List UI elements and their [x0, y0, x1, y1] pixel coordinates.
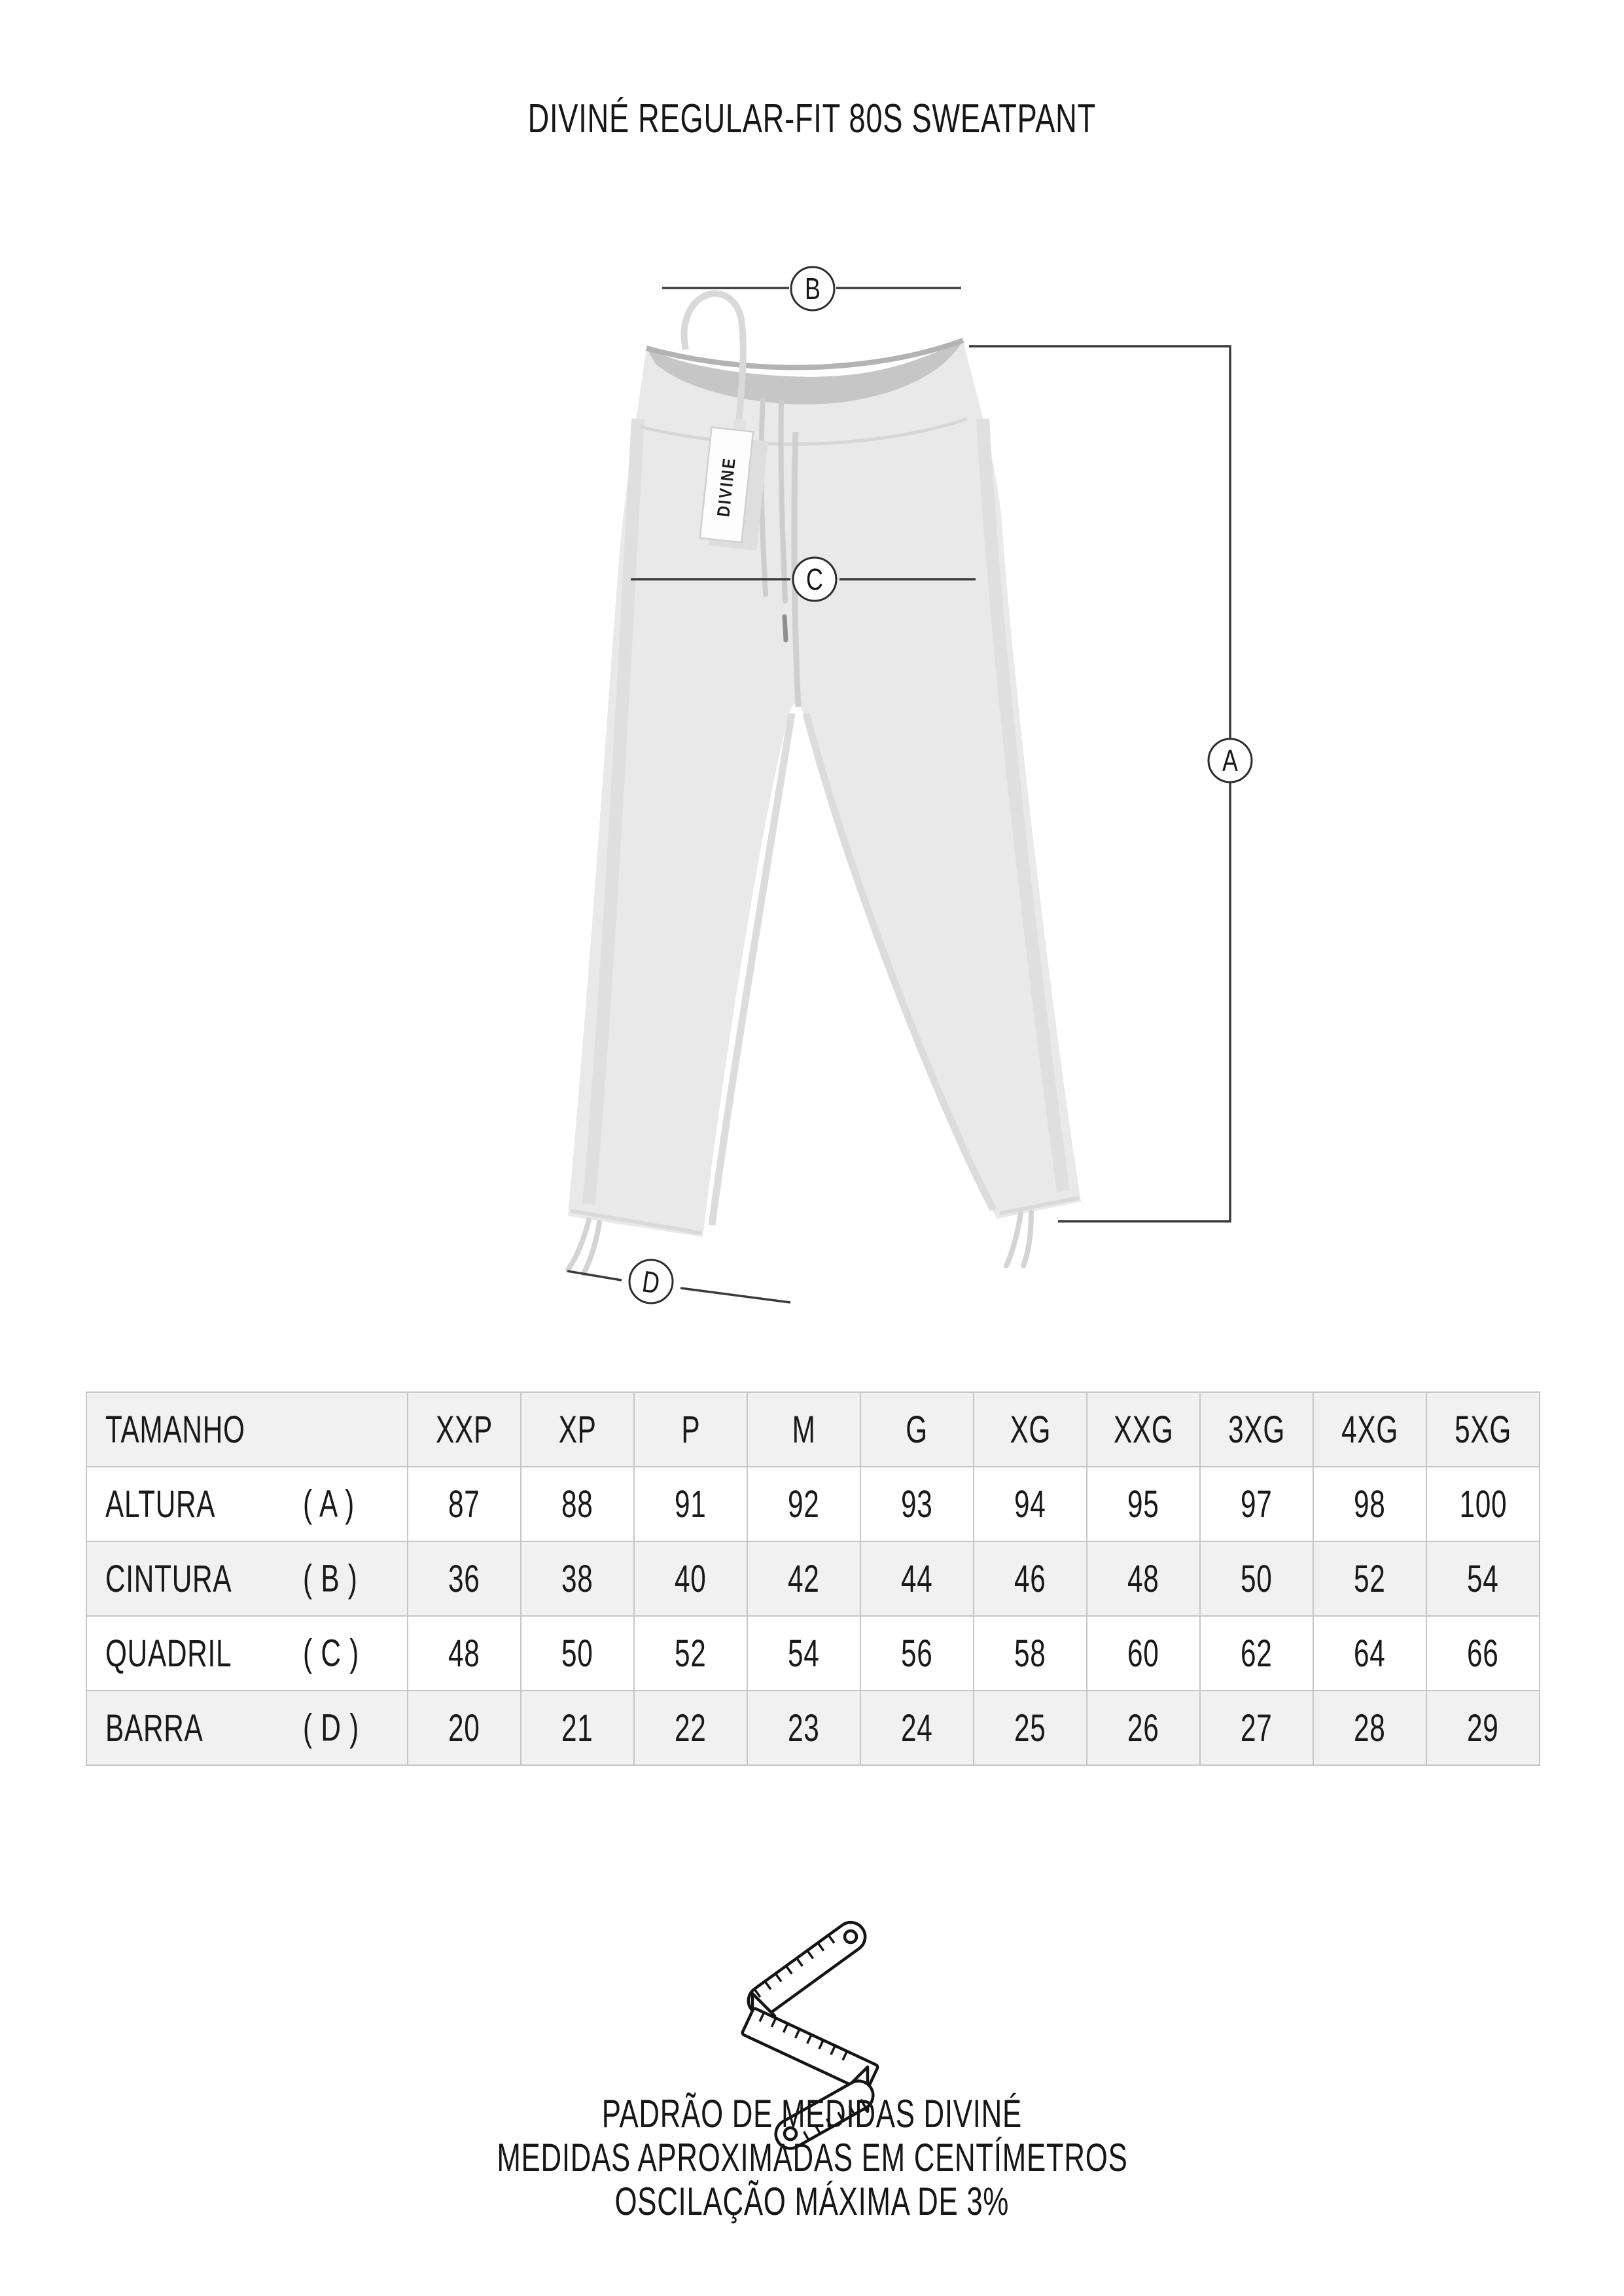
table-row-altura	[86, 1467, 1540, 1541]
size-header-cell: G	[860, 1392, 974, 1467]
table-row-cintura	[86, 1541, 1540, 1616]
hang-tag	[699, 427, 769, 550]
row-label: ALTURA	[105, 1482, 216, 1526]
row-code: ( B )	[303, 1557, 358, 1600]
product-title-text: DIVINÉ REGULAR-FIT 80S SWEATPANT	[527, 96, 1097, 141]
table-cell: 27	[1200, 1691, 1313, 1765]
footer-line-2: MEDIDAS APROXIMADAS EM CENTÍMETROS	[496, 2136, 1128, 2179]
table-cell: 54	[1426, 1541, 1540, 1616]
header-label: TAMANHO	[105, 1408, 245, 1451]
table-cell: 23	[747, 1691, 860, 1765]
table-cell: 95	[1087, 1467, 1200, 1541]
size-header-cell: 5XG	[1426, 1392, 1540, 1467]
table-cell: 40	[634, 1541, 747, 1616]
table-cell: 92	[747, 1467, 860, 1541]
footer-line-3: OSCILAÇÃO MÁXIMA DE 3%	[614, 2179, 1010, 2223]
table-cell: 94	[974, 1467, 1087, 1541]
table-cell: 21	[521, 1691, 634, 1765]
table-cell: 25	[974, 1691, 1087, 1765]
size-header-cell: P	[634, 1392, 747, 1467]
table-cell: 54	[747, 1616, 860, 1691]
table-cell: 29	[1426, 1691, 1540, 1765]
table-row-quadril	[86, 1616, 1540, 1691]
table-cell: 48	[1087, 1541, 1200, 1616]
table-cell: 38	[521, 1541, 634, 1616]
footer-notes	[0, 2092, 1624, 2223]
table-cell: 56	[860, 1616, 974, 1691]
table-cell: 20	[408, 1691, 521, 1765]
table-cell: 98	[1313, 1467, 1426, 1541]
table-cell: 46	[974, 1541, 1087, 1616]
row-label: BARRA	[105, 1706, 203, 1749]
table-cell: 100	[1426, 1467, 1540, 1541]
table-cell: 62	[1200, 1616, 1313, 1691]
row-code: ( A )	[303, 1482, 355, 1526]
table-cell: 28	[1313, 1691, 1426, 1765]
row-code: ( D )	[303, 1706, 359, 1749]
table-cell: 50	[1200, 1541, 1313, 1616]
row-label: CINTURA	[105, 1557, 232, 1600]
table-cell: 44	[860, 1541, 974, 1616]
table-cell: 26	[1087, 1691, 1200, 1765]
size-header-cell: 4XG	[1313, 1392, 1426, 1467]
row-label-cell	[86, 1616, 408, 1691]
footer-line-1: PADRÃO DE MEDIDAS DIVINÉ	[601, 2092, 1023, 2136]
size-header-cell: XP	[521, 1392, 634, 1467]
measure-line-d-left	[567, 1271, 622, 1280]
badge-b-letter: B	[805, 272, 821, 306]
table-row-barra	[86, 1691, 1540, 1765]
badge-d-letter: D	[640, 1265, 662, 1300]
table-header-row	[86, 1392, 1540, 1467]
header-cell-tamanho	[86, 1392, 408, 1467]
table-cell: 93	[860, 1467, 974, 1541]
size-table	[86, 1391, 1540, 1766]
badge-c-letter: C	[806, 562, 823, 597]
row-label-cell	[86, 1541, 408, 1616]
table-cell: 66	[1426, 1616, 1540, 1691]
hem-tie-right-2	[1023, 1212, 1031, 1266]
table-cell: 87	[408, 1467, 521, 1541]
size-header-cell: 3XG	[1200, 1392, 1313, 1467]
size-header-cell: M	[747, 1392, 860, 1467]
table-cell: 36	[408, 1541, 521, 1616]
size-header-cell: XXG	[1087, 1392, 1200, 1467]
table-cell: 88	[521, 1467, 634, 1541]
row-label-cell	[86, 1691, 408, 1765]
size-header-cell: XXP	[408, 1392, 521, 1467]
tag-brand-text: DIVINE	[713, 456, 740, 518]
table-cell: 48	[408, 1616, 521, 1691]
table-cell: 60	[1087, 1616, 1200, 1691]
table-cell: 50	[521, 1616, 634, 1691]
badge-a-letter: A	[1222, 744, 1238, 778]
table-cell: 24	[860, 1691, 974, 1765]
table-cell: 97	[1200, 1467, 1313, 1541]
table-cell: 64	[1313, 1616, 1426, 1691]
table-cell: 52	[634, 1616, 747, 1691]
drawstring-tip	[785, 617, 786, 640]
table-cell: 52	[1313, 1541, 1426, 1616]
row-label-cell	[86, 1467, 408, 1541]
row-code: ( C )	[303, 1632, 359, 1675]
hem-tie-left-1	[568, 1220, 589, 1270]
size-header-cell: XG	[974, 1392, 1087, 1467]
table-cell: 58	[974, 1616, 1087, 1691]
table-cell: 91	[634, 1467, 747, 1541]
hem-tie-right-1	[1006, 1213, 1021, 1266]
table-cell: 22	[634, 1691, 747, 1765]
pants-illustration	[568, 294, 1081, 1274]
table-cell: 42	[747, 1541, 860, 1616]
measure-line-d-right	[680, 1288, 790, 1302]
row-label: QUADRIL	[105, 1632, 232, 1675]
